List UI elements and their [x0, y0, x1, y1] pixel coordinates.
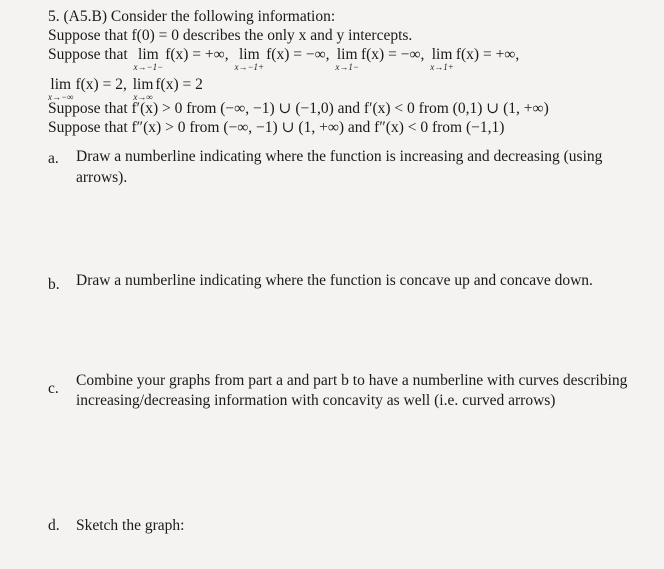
vertical-asymptote-limits [48, 46, 519, 76]
part-c-letter: c. [48, 380, 59, 397]
part-a-text-1: Draw a numberline indicating where the function is increasing and decreasing (using [76, 148, 603, 165]
part-d-letter: d. [48, 517, 60, 534]
limit-expression: f(x) = 2 [155, 76, 203, 93]
second-derivative-statement: Suppose that f″(x) > 0 from (−∞, −1) ∪ (1, +∞) and f″(x) < 0 from (−1,1) [48, 119, 505, 136]
limit-operator: lim x→−∞ [48, 76, 74, 102]
limit-expression: f(x) = −∞, [266, 46, 330, 63]
part-a-letter: a. [48, 150, 59, 167]
limit-expression: f(x) = +∞, [165, 46, 229, 63]
limit-operator: lim x→−1+ [234, 46, 265, 72]
problem-intro: Consider the following information: [110, 8, 336, 25]
part-c-text-2: increasing/decreasing information with concavity as well (i.e. curved arrows) [76, 392, 556, 409]
limit-expression: f(x) = +∞, [455, 46, 520, 63]
problem-tag: (A5.B) [63, 8, 107, 25]
part-b-letter: b. [48, 276, 60, 293]
problem-header [48, 8, 335, 26]
intercepts-statement: Suppose that f(0) = 0 describes the only x and y intercepts. [48, 27, 413, 44]
limit-operator: lim x→∞ [132, 76, 154, 102]
first-derivative-statement: Suppose that f′(x) > 0 from (−∞, −1) ∪ (−1,0) and f′(x) < 0 from (0,1) ∪ (1, +∞) [48, 100, 549, 117]
part-d-text-1: Sketch the graph: [76, 517, 185, 534]
problem-number: 5. [48, 8, 60, 25]
limit-operator: lim x→−1− [133, 46, 164, 72]
part-a-text-2: arrows). [76, 169, 128, 186]
limits-prefix: Suppose that [48, 46, 128, 63]
part-b-text-1: Draw a numberline indicating where the function is concave up and concave down. [76, 272, 593, 289]
limit-operator: lim x→1− [335, 46, 359, 72]
limit-expression: f(x) = −∞, [360, 46, 425, 63]
limit-expression: f(x) = 2, [75, 76, 127, 93]
part-c-text-1: Combine your graphs from part a and part b to have a numberline with curves describing [76, 372, 628, 389]
limit-operator: lim x→1+ [430, 46, 454, 72]
